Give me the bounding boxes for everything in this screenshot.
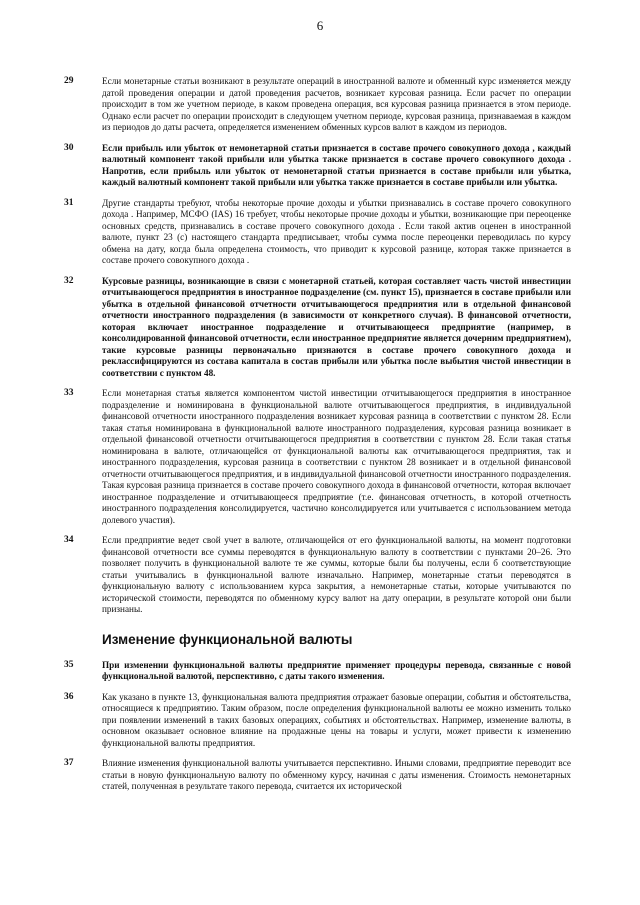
paragraph-29 bbox=[64, 76, 571, 134]
paragraph-text: Если монетарные статьи возникают в результате операций в иностранной валюте и обменный курс изменяется между датой проведения операции и датой проведения расчетов, возникает курсовая разница. Если расчет по операции происходит в том же учетном периоде, в каком проведена операция, вся курсовая разница признается в этом периоде. Однако если расчет по операции происходит в следующем учетном периоде, курсовая разница, признаваемая в каждом из периодов до даты расчета, определяется изменением обменных курсов валют в каждом из периодов. bbox=[102, 76, 571, 132]
paragraph-number: 30 bbox=[64, 142, 74, 153]
paragraph-number: 34 bbox=[64, 535, 74, 545]
paragraph-text: Другие стандарты требуют, чтобы некоторые прочие доходы и убытки признавались в составе прочего совокупного дохода . Например, МСФО (IAS) 16 требует, чтобы некоторые прочие доходы и убытки, возникающие при переоценке основных средств, признавались в составе прочего совокупного дохода . Если такой актив оценен в иностранной валюте, пункт 23 (c) настоящего стандарта предписывает, чтобы сумма после переоценки переводилась по курсу обмена на дату, когда была определена стоимость, что приводит к курсовой разнице, которая также признается в составе прочего совокупного дохода . bbox=[102, 197, 571, 265]
paragraph-text: Если монетарная статья является компонентом чистой инвестиции отчитывающегося предприятия в иностранное подразделение и номинирована в функциональной валюте отчитывающегося предприятия, в индивидуальной финансовой отчетности иностранного подразделения возникает курсовая разница в соответствии с пунктом 28. Если такая статья номинирована в функциональной валюте иностранного подразделения, курсовая разница возникает в отдельной финансовой отчетности отчитывающегося предприятия в соответствии с пунктом 28. Если такая статья номинирована в валюте, отличающейся от функциональной валюты как отчитывающегося предприятия, так и иностранного подразделения, курсовая разница в соответствии с пунктом 28 возникает и в отдельной финансовой отчетности отчитывающегося предприятия, и в индивидуальной финансовой отчетности иностранного подразделения. Такая курсовая разница признается в составе прочего совокупного дохода в финансовой отчетности, которая включает иностранное подразделение и отчитывающееся предприятие (т.е. финансовая отчетность, в которой отчетность иностранного подразделения консолидируется, частично консолидируется или учитывается с использованием метода долевого участия). bbox=[102, 388, 571, 525]
paragraph-text: Если прибыль или убыток от немонетарной статьи признается в составе прочего совокупного дохода , каждый валютный компонент такой прибыли или убытка также признается в составе прочего совокупного дохода . Напротив, если прибыль или убыток от немонетарной статьи признается в составе прибыли или убытка, каждый валютный компонент такой прибыли или убытка также признается в составе прибыли или убытка. bbox=[102, 142, 571, 187]
paragraph-text: Если предприятие ведет свой учет в валюте, отличающейся от его функциональной валюты, на момент подготовки финансовой отчетности все суммы переводятся в функциональную валюту в соответствии с пунктами 20–26. Это позволяет получить в функциональной валюте те же суммы, которые были бы получены, если б соответствующие статьи учитывались в функциональной валюте изначально. Например, монетарные статьи переводятся в функциональную валюту с использованием курса закрытия, а немонетарные статьи, которые учитываются по исторической стоимости, переводятся по обменному курсу валют на дату операции, в результате которой они были признаны. bbox=[102, 535, 571, 614]
paragraph-30 bbox=[64, 143, 571, 189]
paragraph-37 bbox=[64, 758, 571, 793]
paragraph-34 bbox=[64, 535, 571, 616]
paragraph-text: Влияние изменения функциональной валюты учитывается перспективно. Иными словами, предприятие переводит все статьи в новую функциональную валюту по обменному курсу, начиная с даты изменения. Стоимость немонетарных статей, полученная в результате такого перевода, считается их исторической bbox=[102, 758, 571, 791]
paragraph-36 bbox=[64, 692, 571, 750]
paragraph-number: 31 bbox=[64, 197, 74, 208]
paragraph-number: 29 bbox=[64, 76, 74, 86]
document-body bbox=[64, 76, 571, 802]
paragraph-number: 33 bbox=[64, 388, 74, 398]
paragraph-text: При изменении функциональной валюты предприятие применяет процедуры перевода, связанные с новой функциональной валютой, перспективно, с даты такого изменения. bbox=[102, 659, 571, 681]
paragraph-number: 35 bbox=[64, 659, 74, 670]
paragraph-text: Как указано в пункте 13, функциональная валюта предприятия отражает базовые операции, события и обстоятельства, относящиеся к предприятию. Таким образом, после определения функциональной валюты ее можно изменить только при появлении изменений в таких базовых операциях, событиях и обстоятельствах. Например, изменение валюты, в основном оказывает основное влияние на продажные цены на товары и услуги, может привести к изменению функциональной валюты предприятия. bbox=[102, 691, 571, 748]
page-number: 6 bbox=[316, 18, 324, 33]
paragraph-32 bbox=[64, 276, 571, 380]
paragraph-35 bbox=[64, 660, 571, 683]
paragraph-number: 36 bbox=[64, 691, 74, 702]
paragraph-31 bbox=[64, 198, 571, 267]
paragraph-text: Курсовые разницы, возникающие в связи с монетарной статьей, которая составляет часть чистой инвестиции отчитывающегося предприятия в иностранное подразделение (см. пункт 15), признается в составе прибыли или убытка в отдельной финансовой отчетности отчитывающегося предприятия или в отдельной финансовой отчетности иностранного подразделения (в зависимости от конкретного случая). В финансовой отчетности, которая включает иностранное подразделение и отчитывающееся предприятие (например, в консолидированной финансовой отчетности, если иностранное предприятие является дочерним предприятием), такие курсовые разницы первоначально признаются в составе прочего совокупного дохода и реклассифицируются из состава капитала в состав прибыли или убытка после выбытия чистой инвестиции в соответствии с пунктом 48. bbox=[102, 275, 571, 378]
paragraph-number: 32 bbox=[64, 275, 74, 286]
paragraph-number: 37 bbox=[64, 758, 74, 768]
paragraph-33 bbox=[64, 388, 571, 526]
section-heading: Изменение функциональной валюты bbox=[102, 631, 353, 647]
